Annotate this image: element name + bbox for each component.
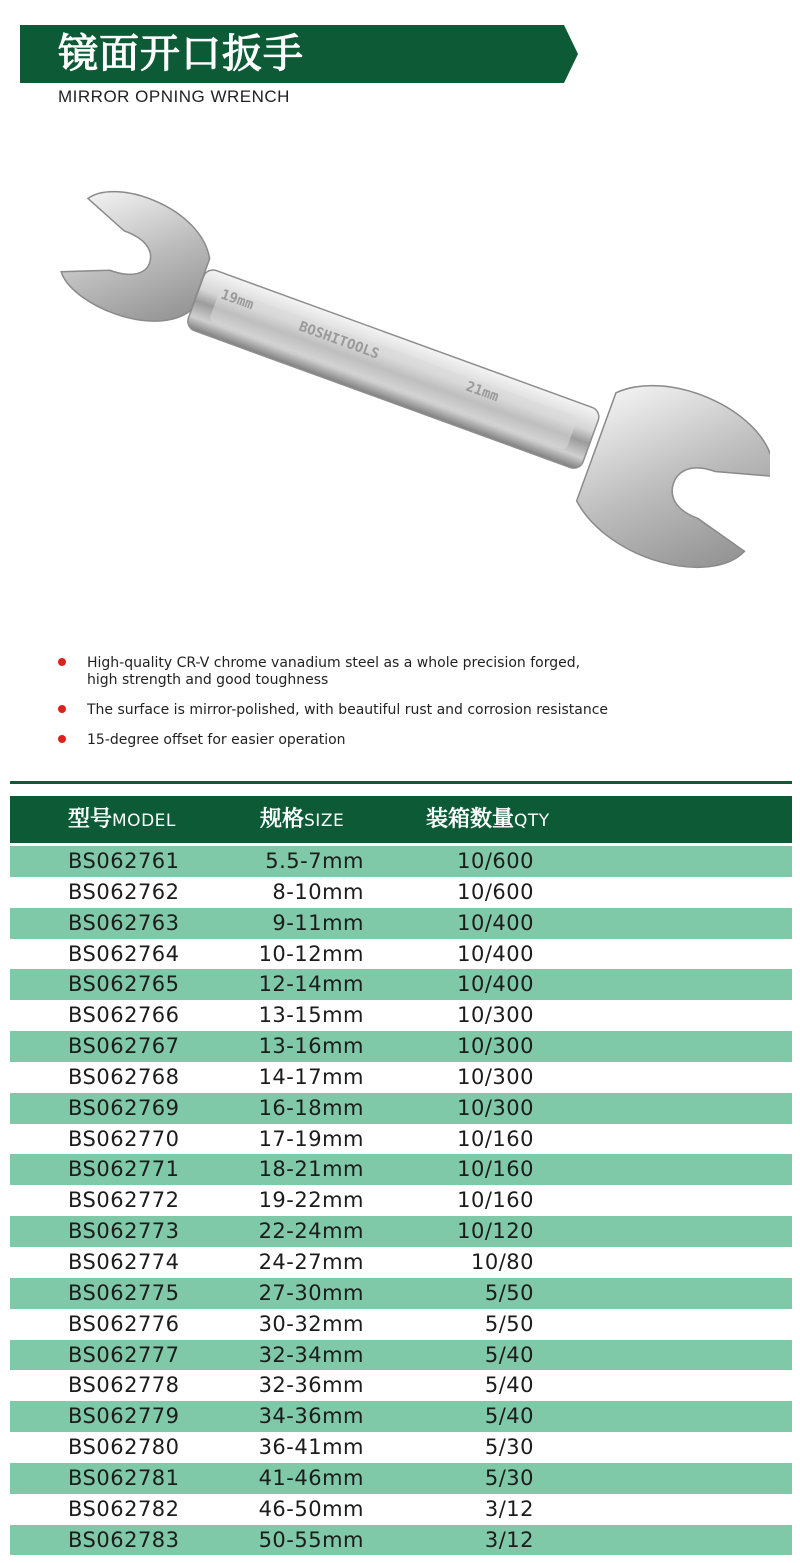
table-row (10, 908, 792, 939)
cell-model: BS062775 (68, 1280, 180, 1305)
table-row (10, 1000, 792, 1031)
cell-size: 10-12mm (258, 941, 364, 966)
table-row (10, 846, 792, 877)
table-row (10, 1494, 792, 1525)
table-row (10, 1432, 792, 1463)
table-row (10, 877, 792, 908)
cell-size: 16-18mm (258, 1095, 364, 1120)
cell-size: 17-19mm (258, 1126, 364, 1151)
cell-qty: 10/600 (457, 849, 534, 873)
cell-size: 41-46mm (258, 1465, 364, 1490)
cell-qty: 10/160 (457, 1126, 534, 1151)
table-row (10, 1185, 792, 1216)
cell-model: BS062779 (68, 1404, 180, 1429)
cell-size: 34-36mm (258, 1404, 364, 1429)
cell-qty: 10/300 (457, 1064, 534, 1089)
open-end-wrench-icon (30, 180, 770, 590)
cell-model: BS062780 (68, 1435, 180, 1460)
table-row (10, 1309, 792, 1340)
cell-model: BS062761 (68, 849, 180, 873)
cell-size: 14-17mm (258, 1064, 364, 1089)
cell-model: BS062763 (68, 910, 180, 935)
table-row (10, 969, 792, 1000)
cell-size: 30-32mm (258, 1311, 364, 1336)
section-divider (10, 781, 792, 784)
cell-size: 27-30mm (258, 1280, 364, 1305)
cell-qty: 5/30 (484, 1435, 534, 1460)
feature-item: 15-degree offset for easier operation (58, 732, 758, 749)
bullet-icon (58, 705, 66, 713)
cell-qty: 10/300 (457, 1034, 534, 1059)
cell-size: 8-10mm (272, 879, 364, 904)
feature-item: High-quality CR-V chrome vanadium steel as a whole precision forged, high strength and good toughness (58, 655, 607, 689)
cell-qty: 5/30 (484, 1465, 534, 1490)
cell-model: BS062769 (68, 1095, 180, 1120)
cell-qty: 10/300 (457, 1095, 534, 1120)
cell-size: 22-24mm (258, 1219, 364, 1244)
table-row (10, 1124, 792, 1155)
cell-qty: 3/12 (484, 1527, 534, 1552)
product-image (30, 180, 770, 590)
cell-model: BS062765 (68, 972, 180, 997)
cell-model: BS062762 (68, 879, 180, 904)
table-row (10, 1401, 792, 1432)
cell-qty: 5/50 (484, 1311, 534, 1336)
cell-model: BS062781 (68, 1465, 180, 1490)
table-row (10, 1278, 792, 1309)
table-header (10, 796, 792, 843)
cell-size: 13-15mm (258, 1003, 364, 1028)
cell-model: BS062774 (68, 1249, 180, 1274)
cell-model: BS062783 (68, 1527, 180, 1552)
cell-size: 12-14mm (258, 972, 364, 997)
engraving-brand: BOSHITOOLS (296, 318, 382, 363)
spec-table-body (10, 846, 792, 1555)
table-row (10, 1525, 792, 1556)
cell-qty: 10/300 (457, 1003, 534, 1028)
cell-size: 5.5-7mm (265, 849, 364, 873)
page-title: 镜面开口扳手 (58, 31, 304, 77)
bullet-icon (58, 658, 66, 666)
table-row (10, 1463, 792, 1494)
cell-size: 13-16mm (258, 1034, 364, 1059)
cell-model: BS062766 (68, 1003, 180, 1028)
engraving-size-large: 21mm (463, 378, 501, 406)
cell-model: BS062776 (68, 1311, 180, 1336)
cell-model: BS062772 (68, 1188, 180, 1213)
cell-size: 32-34mm (258, 1342, 364, 1367)
engraving-size-small: 19mm (218, 286, 256, 314)
cell-qty: 10/120 (457, 1219, 534, 1244)
table-row (10, 1031, 792, 1062)
cell-qty: 5/40 (484, 1342, 534, 1367)
table-row (10, 1154, 792, 1185)
title-banner (20, 25, 578, 83)
cell-qty: 5/50 (484, 1280, 534, 1305)
cell-size: 19-22mm (258, 1188, 364, 1213)
table-row (10, 1340, 792, 1371)
cell-model: BS062768 (68, 1064, 180, 1089)
column-header-model: 型号MODEL (68, 807, 176, 832)
cell-model: BS062773 (68, 1219, 180, 1244)
table-row (10, 1216, 792, 1247)
cell-size: 24-27mm (258, 1249, 364, 1274)
cell-size: 18-21mm (258, 1157, 364, 1182)
cell-size: 36-41mm (258, 1435, 364, 1460)
feature-list (58, 655, 758, 749)
cell-model: BS062770 (68, 1126, 180, 1151)
cell-qty: 10/400 (457, 910, 534, 935)
bullet-icon (58, 735, 66, 743)
cell-size: 9-11mm (272, 910, 364, 935)
cell-qty: 5/40 (484, 1373, 534, 1398)
cell-model: BS062764 (68, 941, 180, 966)
column-header-size: 规格SIZE (260, 807, 345, 832)
cell-qty: 10/400 (457, 941, 534, 966)
cell-qty: 10/400 (457, 972, 534, 997)
cell-model: BS062777 (68, 1342, 180, 1367)
cell-qty: 10/160 (457, 1157, 534, 1182)
table-row (10, 1247, 792, 1278)
feature-item: The surface is mirror-polished, with beautiful rust and corrosion resistance (58, 702, 758, 719)
cell-model: BS062782 (68, 1496, 180, 1521)
cell-model: BS062778 (68, 1373, 180, 1398)
column-header-qty: 装箱数量QTY (426, 807, 550, 832)
table-row (10, 1093, 792, 1124)
table-row (10, 1062, 792, 1093)
cell-qty: 10/80 (470, 1249, 534, 1274)
table-row (10, 1370, 792, 1401)
cell-qty: 10/600 (457, 879, 534, 904)
cell-size: 50-55mm (258, 1527, 364, 1552)
cell-qty: 10/160 (457, 1188, 534, 1213)
cell-model: BS062771 (68, 1157, 180, 1182)
cell-qty: 3/12 (484, 1496, 534, 1521)
cell-size: 32-36mm (258, 1373, 364, 1398)
cell-size: 46-50mm (258, 1496, 364, 1521)
page-subtitle: MIRROR OPNING WRENCH (58, 87, 290, 106)
cell-qty: 5/40 (484, 1404, 534, 1429)
table-row (10, 939, 792, 970)
cell-model: BS062767 (68, 1034, 180, 1059)
